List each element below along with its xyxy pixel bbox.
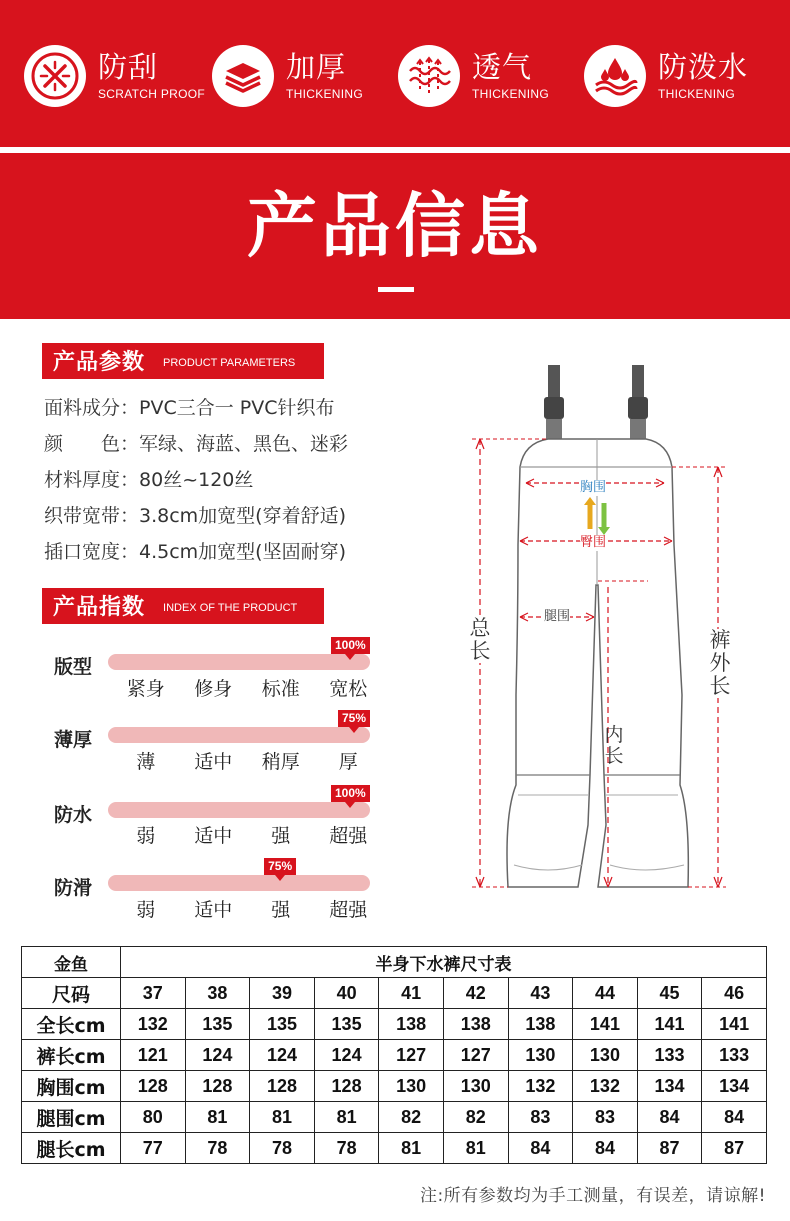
index-ticks (112, 674, 382, 701)
row-header: 裤长cm (22, 1040, 121, 1071)
parameters-heading (42, 343, 324, 377)
table-cell: 128 (185, 1071, 250, 1102)
table-cell: 124 (185, 1040, 250, 1071)
table-cell: 132 (121, 1009, 186, 1040)
total-length-label: 总长 (469, 616, 491, 663)
table-cell: 83 (508, 1102, 573, 1133)
table-row (22, 1071, 767, 1102)
table-cell: 121 (121, 1040, 186, 1071)
row-header: 腿长cm (22, 1133, 121, 1164)
table-cell: 81 (250, 1102, 315, 1133)
index-bar (108, 875, 370, 891)
index-label: 防滑 (54, 877, 93, 899)
table-cell: 132 (573, 1071, 638, 1102)
index-heading (42, 588, 324, 622)
page-title: 产品信息 (247, 185, 543, 267)
param-row (44, 432, 348, 456)
index-bar (108, 727, 370, 743)
table-cell: 141 (573, 1009, 638, 1040)
title-underline (378, 287, 414, 292)
size-cell: 38 (185, 978, 250, 1009)
index-tick: 厚 (338, 751, 358, 773)
table-cell: 82 (379, 1102, 444, 1133)
size-table (21, 946, 767, 1164)
water-drops-icon (584, 45, 646, 107)
param-label: 织带宽带： (44, 505, 140, 527)
table-cell: 133 (637, 1040, 702, 1071)
table-cell: 81 (185, 1102, 250, 1133)
table-cell: 133 (702, 1040, 767, 1071)
index-label: 版型 (54, 656, 93, 678)
size-cell: 46 (702, 978, 767, 1009)
table-cell: 127 (379, 1040, 444, 1071)
table-cell: 134 (637, 1071, 702, 1102)
size-cell: 41 (379, 978, 444, 1009)
index-tick: 强 (271, 825, 291, 847)
size-cell: 39 (250, 978, 315, 1009)
table-cell: 78 (314, 1133, 379, 1164)
feature-breathable (398, 44, 549, 108)
table-row (22, 1102, 767, 1133)
param-label: 材料厚度： (44, 469, 140, 491)
row-header: 胸围cm (22, 1071, 121, 1102)
feature-subtitle: SCRATCH PROOF (98, 87, 206, 101)
param-label: 颜 色： (44, 433, 140, 455)
feature-title: 加厚 (286, 50, 347, 84)
table-cell: 124 (314, 1040, 379, 1071)
param-row (44, 504, 346, 528)
parameters-heading-en: PRODUCT PARAMETERS (163, 357, 296, 369)
param-value: 3.8cm加宽型(穿着舒适) (139, 505, 347, 527)
thigh-label: 腿围 (544, 609, 571, 624)
table-caption-row (22, 947, 767, 978)
inner-length-label: 内长 (604, 724, 624, 767)
index-tick: 适中 (194, 751, 233, 773)
size-cell: 40 (314, 978, 379, 1009)
index-heading-zh: 产品指数 (53, 594, 146, 620)
size-cell: 43 (508, 978, 573, 1009)
index-tick: 紧身 (126, 678, 165, 700)
row-header: 尺码 (22, 978, 121, 1009)
feature-subtitle: THICKENING (286, 87, 364, 101)
table-cell: 138 (379, 1009, 444, 1040)
index-tick: 强 (271, 899, 291, 921)
param-value: PVC三合一 PVC针织布 (139, 397, 335, 419)
param-row (44, 540, 346, 564)
table-cell: 128 (250, 1071, 315, 1102)
scratch-proof-icon (24, 45, 86, 107)
table-cell: 135 (185, 1009, 250, 1040)
table-cell: 78 (185, 1133, 250, 1164)
table-cell: 78 (250, 1133, 315, 1164)
index-tick: 适中 (194, 825, 233, 847)
waders-diagram (458, 355, 778, 900)
index-bar (108, 654, 370, 670)
outer-length-label: 裤外长 (709, 628, 731, 698)
table-cell: 124 (250, 1040, 315, 1071)
table-cell: 130 (508, 1040, 573, 1071)
table-cell: 82 (443, 1102, 508, 1133)
table-cell: 130 (379, 1071, 444, 1102)
waders-outline (507, 439, 688, 887)
brand-cell: 金鱼 (22, 947, 121, 978)
param-row (44, 396, 335, 420)
index-label: 薄厚 (54, 729, 93, 751)
table-cell: 128 (121, 1071, 186, 1102)
index-label: 防水 (54, 804, 93, 826)
table-cell: 81 (314, 1102, 379, 1133)
table-cell: 141 (637, 1009, 702, 1040)
table-cell: 130 (573, 1040, 638, 1071)
index-tick: 适中 (194, 899, 233, 921)
feature-thickening (212, 44, 363, 108)
table-cell: 130 (443, 1071, 508, 1102)
feature-subtitle: THICKENING (472, 87, 550, 101)
table-caption: 半身下水裤尺寸表 (121, 947, 767, 978)
row-header: 腿围cm (22, 1102, 121, 1133)
table-cell: 83 (573, 1102, 638, 1133)
table-cell: 138 (443, 1009, 508, 1040)
feature-subtitle: THICKENING (658, 87, 736, 101)
index-tick: 修身 (194, 678, 233, 700)
table-cell: 87 (702, 1133, 767, 1164)
table-cell: 87 (637, 1133, 702, 1164)
feature-water-repellent (584, 44, 748, 108)
table-cell: 132 (508, 1071, 573, 1102)
table-cell: 127 (443, 1040, 508, 1071)
size-cell: 42 (443, 978, 508, 1009)
table-cell: 77 (121, 1133, 186, 1164)
hip-label: 臀围 (580, 535, 607, 550)
param-row (44, 468, 253, 492)
table-row (22, 1009, 767, 1040)
param-value: 80丝~120丝 (139, 469, 254, 491)
index-badge: 75% (338, 710, 370, 727)
table-cell: 84 (702, 1102, 767, 1133)
feature-title: 防泼水 (658, 50, 749, 84)
param-value: 4.5cm加宽型(坚固耐穿) (139, 541, 347, 563)
index-badge: 75% (264, 858, 296, 875)
suspender-straps (544, 365, 648, 441)
size-cell: 37 (121, 978, 186, 1009)
param-label: 面料成分： (44, 397, 140, 419)
table-cell: 134 (702, 1071, 767, 1102)
breathable-icon (398, 45, 460, 107)
param-label: 插口宽度： (44, 541, 140, 563)
index-tick: 宽松 (329, 678, 368, 700)
table-cell: 84 (637, 1102, 702, 1133)
table-row (22, 1133, 767, 1164)
table-cell: 128 (314, 1071, 379, 1102)
index-tick: 弱 (136, 899, 156, 921)
table-header-row (22, 978, 767, 1009)
feature-title: 防刮 (98, 50, 159, 84)
chest-label: 胸围 (580, 480, 607, 495)
index-ticks (112, 895, 382, 922)
table-cell: 135 (314, 1009, 379, 1040)
index-badge: 100% (331, 785, 370, 802)
table-row (22, 1040, 767, 1071)
index-tick: 标准 (261, 678, 300, 700)
disclaimer-note: 注:所有参数均为手工测量，有误差，请谅解! (419, 1186, 766, 1206)
index-tick: 稍厚 (261, 751, 300, 773)
layers-icon (212, 45, 274, 107)
heading-rule (42, 622, 324, 624)
heading-rule (42, 377, 324, 379)
row-header: 全长cm (22, 1009, 121, 1040)
table-cell: 84 (508, 1133, 573, 1164)
table-cell: 81 (443, 1133, 508, 1164)
size-cell: 44 (573, 978, 638, 1009)
index-heading-en: INDEX OF THE PRODUCT (163, 602, 298, 614)
table-cell: 135 (250, 1009, 315, 1040)
size-cell: 45 (637, 978, 702, 1009)
param-value: 军绿、海蓝、黑色、迷彩 (139, 433, 349, 455)
table-cell: 141 (702, 1009, 767, 1040)
table-cell: 81 (379, 1133, 444, 1164)
feature-scratch-proof (24, 44, 205, 108)
index-tick: 超强 (329, 899, 368, 921)
parameters-heading-zh: 产品参数 (53, 349, 146, 375)
table-cell: 138 (508, 1009, 573, 1040)
index-tick: 薄 (136, 751, 156, 773)
index-ticks (112, 747, 382, 774)
feature-title: 透气 (472, 50, 533, 84)
table-cell: 80 (121, 1102, 186, 1133)
table-cell: 84 (573, 1133, 638, 1164)
index-ticks (112, 821, 382, 848)
index-tick: 弱 (136, 825, 156, 847)
index-bar (108, 802, 370, 818)
index-badge: 100% (331, 637, 370, 654)
index-tick: 超强 (329, 825, 368, 847)
